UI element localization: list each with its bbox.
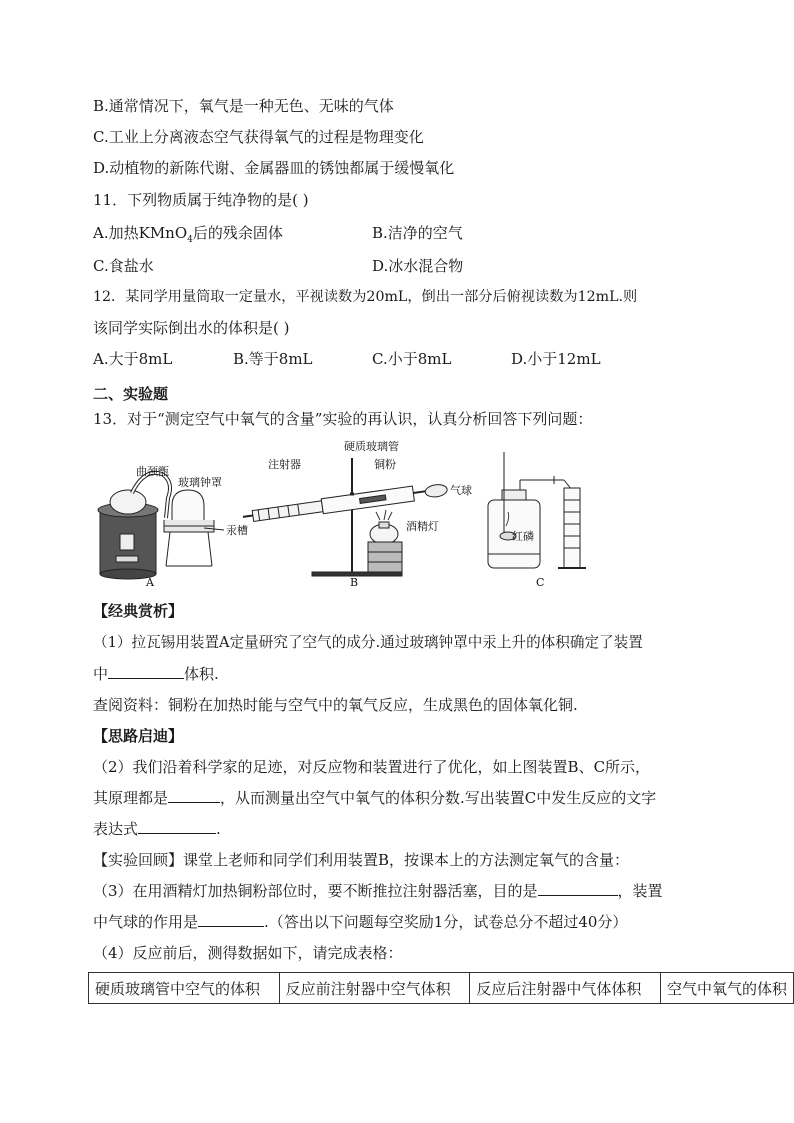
q10-option-c: C.工业上分离液态空气获得氧气的过程是物理变化 bbox=[93, 128, 424, 146]
q12-option-d: D.小于12mL bbox=[511, 350, 601, 368]
q13-stem: 13．对于“测定空气中氧气的含量”实验的再认识，认真分析回答下列问题： bbox=[93, 410, 593, 428]
q11-stem: 11．下列物质属于纯净物的是( ) bbox=[93, 191, 309, 209]
q12-option-b: B.等于8mL bbox=[233, 350, 313, 368]
retort bbox=[110, 490, 146, 514]
table-header-row bbox=[89, 973, 794, 1004]
label-copper: 铜粉 bbox=[374, 458, 396, 471]
idea-heading: 【思路启迪】 bbox=[93, 727, 184, 745]
q12-stem-line2: 该同学实际倒出水的体积是( ) bbox=[93, 319, 290, 337]
apparatus-figure bbox=[92, 438, 692, 596]
data-table bbox=[88, 972, 794, 1004]
caption-b: B bbox=[350, 576, 359, 589]
label-glass-tube: 硬质玻璃管 bbox=[344, 440, 399, 453]
q12-option-a: A.大于8mL bbox=[93, 350, 173, 368]
label-bell-jar: 玻璃钟罩 bbox=[178, 476, 222, 489]
review-line: 【实验回顾】课堂上老师和同学们利用装置B，按课本上的方法测定氧气的含量： bbox=[93, 851, 630, 869]
balloon bbox=[424, 483, 447, 498]
p2-line3: 表达式 . bbox=[93, 820, 221, 838]
answer-blank-2[interactable] bbox=[168, 788, 220, 803]
table-header-cell: 反应后注射器中气体体积 bbox=[470, 973, 661, 1004]
caption-c: C bbox=[536, 576, 545, 589]
q12-stem-line1: 12．某同学用量筒取一定量水，平视读数为20mL，倒出一部分后俯视读数为12mL.则 bbox=[93, 289, 638, 305]
q12-option-c: C.小于8mL bbox=[372, 350, 452, 368]
q10-option-b: B.通常情况下，氧气是一种无色、无味的气体 bbox=[93, 97, 394, 115]
section-heading: 二、实验题 bbox=[93, 385, 169, 403]
label-retort: 曲颈甑 bbox=[136, 465, 169, 478]
p1-line1: （1）拉瓦锡用装置A定量研究了空气的成分.通过玻璃钟罩中汞上升的体积确定了装置 bbox=[93, 634, 643, 651]
table-header-cell: 反应前注射器中空气体积 bbox=[279, 973, 470, 1004]
answer-blank-5[interactable] bbox=[198, 912, 264, 927]
p3-line2: 中气球的作用是 .（答出以下问题每空奖励1分，试卷总分不超过40分） bbox=[93, 913, 628, 931]
label-alcohol-lamp: 酒精灯 bbox=[406, 520, 439, 533]
label-syringe: 注射器 bbox=[268, 458, 301, 471]
p3-line1: （3）在用酒精灯加热铜粉部位时，要不断推拉注射器活塞，目的是 ，装置 bbox=[93, 882, 663, 900]
apparatus-b bbox=[242, 458, 448, 576]
p2-line1: （2）我们沿着科学家的足迹，对反应物和装置进行了优化，如上图装置B、C所示， bbox=[93, 758, 651, 776]
classic-heading: 【经典赏析】 bbox=[93, 602, 184, 620]
p1-line2: 中 体积. bbox=[93, 665, 219, 683]
table-header-cell: 硬质玻璃管中空气的体积 bbox=[89, 973, 280, 1004]
q11-option-c: C.食盐水 bbox=[93, 257, 154, 275]
p4-line: （4）反应前后，测得数据如下，请完成表格： bbox=[93, 944, 403, 962]
table-header-cell: 空气中氧气的体积 bbox=[660, 973, 793, 1004]
q10-option-d: D.动植物的新陈代谢、金属器皿的锈蚀都属于缓慢氧化 bbox=[93, 159, 455, 177]
syringe bbox=[252, 501, 323, 522]
label-red-phosphorus: 红磷 bbox=[512, 530, 534, 543]
q11-option-a: A.加热KMnO$_4$后的残余固体 bbox=[93, 224, 283, 245]
p2-line2: 其原理都是 ，从而测量出空气中氧气的体积分数.写出装置C中发生反应的文字 bbox=[93, 789, 657, 807]
label-balloon: 气球 bbox=[450, 484, 472, 497]
q11-option-d: D.冰水混合物 bbox=[372, 257, 464, 275]
apparatus-c bbox=[488, 452, 586, 568]
q11-option-b: B.洁净的空气 bbox=[372, 224, 463, 242]
answer-blank-1[interactable] bbox=[108, 664, 184, 679]
caption-a: A bbox=[146, 576, 154, 589]
bell-jar bbox=[172, 490, 204, 523]
answer-blank-4[interactable] bbox=[538, 881, 618, 896]
kmno4-formula: KMnO$_4$ bbox=[138, 224, 193, 245]
info-line: 查阅资料：铜粉在加热时能与空气中的氧气反应，生成黑色的固体氧化铜. bbox=[93, 696, 578, 714]
answer-blank-3[interactable] bbox=[138, 819, 216, 834]
label-mercury-trough: 汞槽 bbox=[226, 524, 248, 537]
